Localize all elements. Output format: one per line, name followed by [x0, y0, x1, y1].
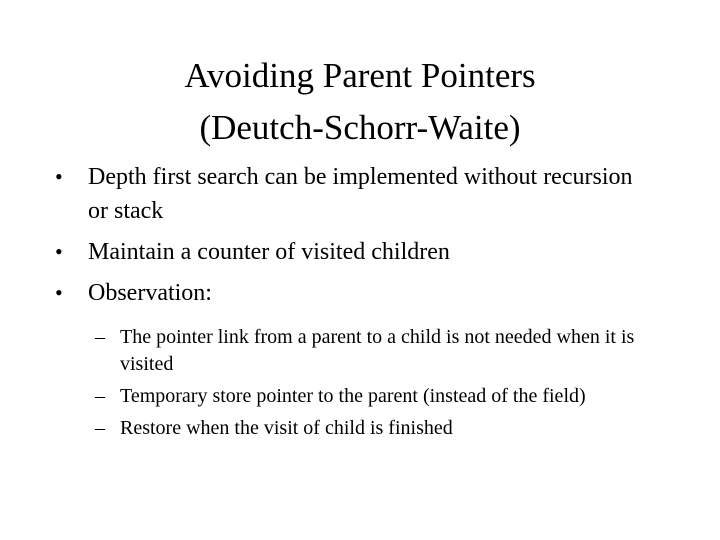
- bullet-item: [0, 160, 720, 228]
- bullet-marker: •: [55, 239, 63, 264]
- sub-bullet-text: The pointer link from a parent to a child is not needed when it is visited: [120, 326, 635, 375]
- bullet-text: Maintain a counter of visited children: [88, 239, 450, 265]
- sub-bullet-marker: –: [95, 326, 105, 348]
- bullet-text: Depth first search can be implemented without recursion or stack: [88, 164, 633, 224]
- slide-title-line-1: Avoiding Parent Pointers: [184, 56, 536, 95]
- sub-bullet-item: [0, 383, 720, 410]
- bullet-marker: •: [55, 164, 63, 189]
- sub-bullet-text: Restore when the visit of child is finished: [120, 417, 453, 439]
- bullet-marker: •: [55, 280, 63, 305]
- sub-bullet-text: Temporary store pointer to the parent (instead of the field): [120, 385, 586, 407]
- slide-title-line-2: (Deutch-Schorr-Waite): [199, 108, 521, 147]
- bullet-list: [0, 160, 720, 447]
- sub-bullet-marker: –: [95, 417, 105, 439]
- sub-bullet-item: [0, 324, 720, 378]
- bullet-item: [0, 276, 720, 310]
- bullet-item: [0, 235, 720, 269]
- bullet-text: Observation:: [88, 280, 212, 306]
- sub-bullet-item: [0, 415, 720, 442]
- sub-bullet-marker: –: [95, 385, 105, 407]
- sub-bullet-list: [0, 324, 720, 442]
- slide-title: [60, 50, 660, 154]
